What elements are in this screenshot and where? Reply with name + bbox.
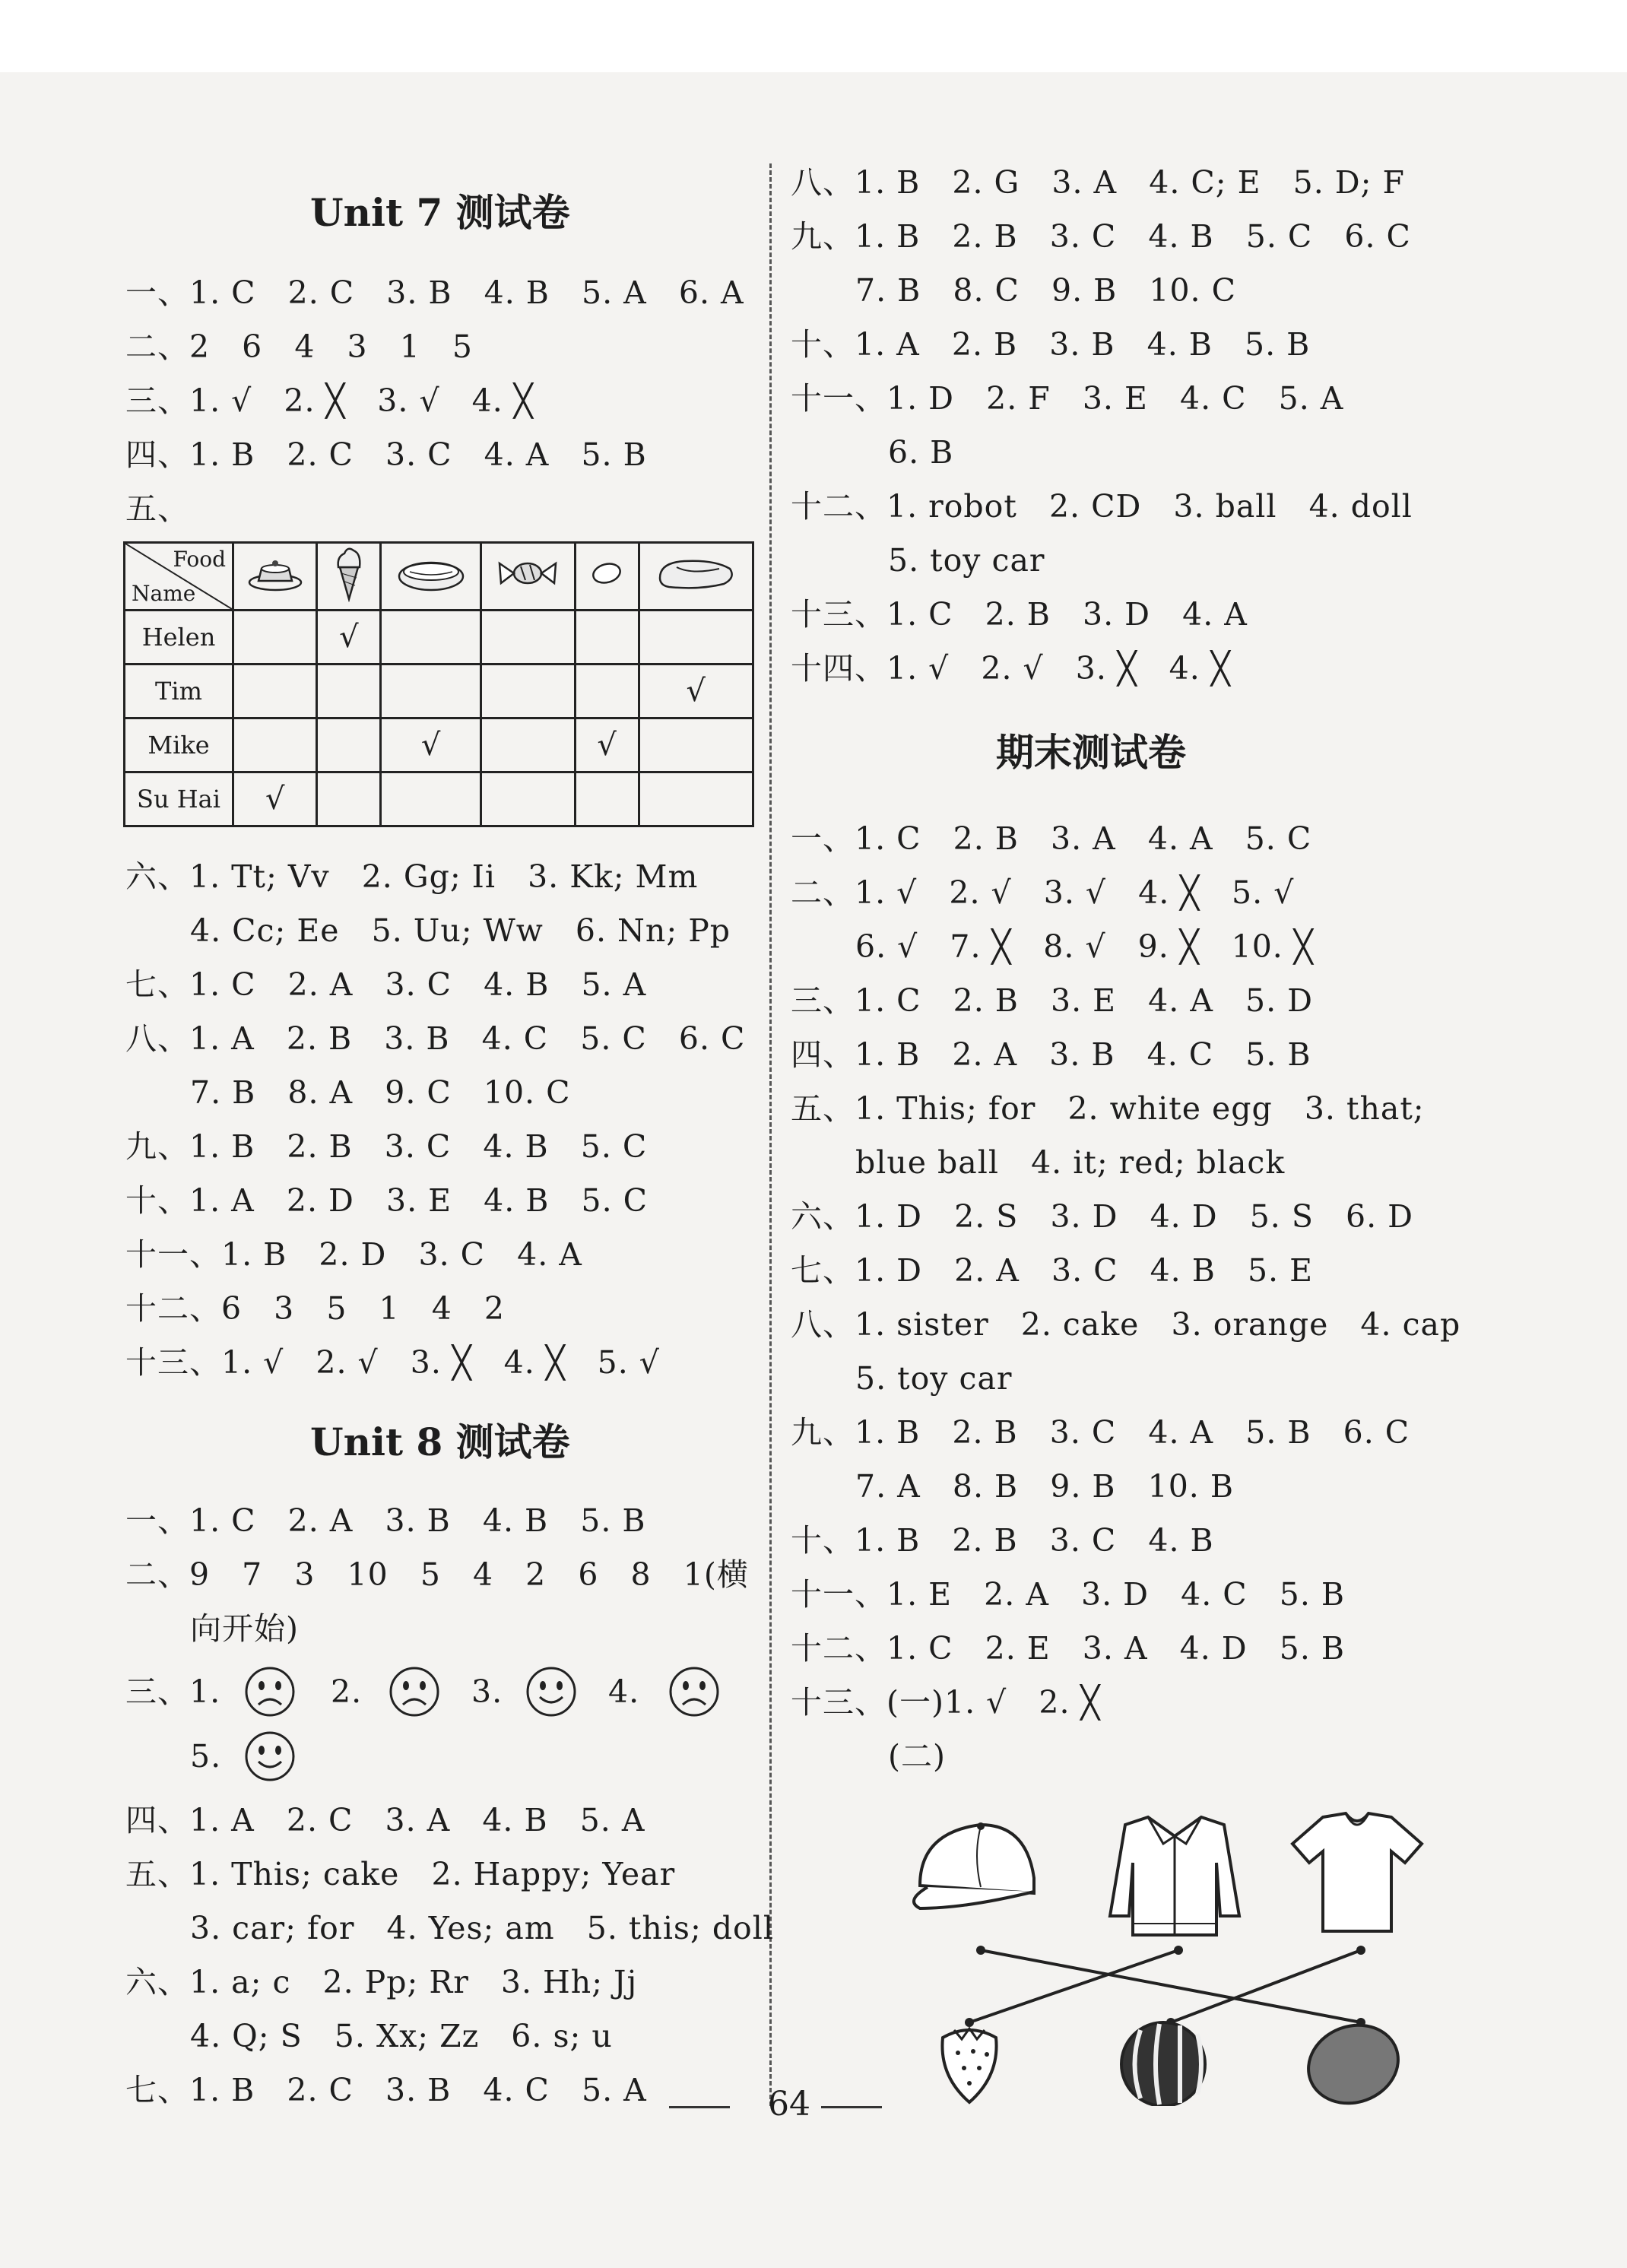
right-q9b: 7. B 8. C 9. B 10. C	[855, 272, 1236, 309]
final-q5a: 五、1. This; for 2. white egg 3. that;	[791, 1090, 1425, 1127]
food-table	[123, 541, 754, 827]
table-cell: √	[381, 718, 481, 772]
unit8-q3-n5: 5.	[190, 1738, 222, 1775]
table-cell	[639, 718, 753, 772]
table-cell	[575, 611, 639, 665]
final-q6: 六、1. D 2. S 3. D 4. D 5. S 6. D	[791, 1198, 1414, 1235]
table-row	[125, 665, 753, 718]
bread-icon	[639, 543, 753, 611]
candy-icon	[481, 543, 576, 611]
final-q7: 七、1. D 2. A 3. C 4. B 5. E	[791, 1252, 1314, 1289]
matching-diagram	[897, 1802, 1445, 2106]
table-cell	[481, 718, 576, 772]
table-row	[125, 772, 753, 826]
unit8-q3-label: 三、1.	[125, 1673, 221, 1710]
unit7-q2: 二、2 6 4 3 1 5	[125, 328, 474, 365]
table-cell	[381, 772, 481, 826]
table-row	[125, 718, 753, 772]
final-title: 期末测试卷	[996, 730, 1186, 775]
corner-name-label: Name	[132, 581, 196, 606]
table-cell	[233, 665, 317, 718]
right-q12b: 5. toy car	[888, 542, 1045, 579]
final-q9a: 九、1. B 2. B 3. C 4. A 5. B 6. C	[791, 1414, 1410, 1451]
final-q13b: (二)	[888, 1738, 946, 1775]
unit7-q9: 九、1. B 2. B 3. C 4. B 5. C	[125, 1128, 648, 1165]
right-q11b: 6. B	[888, 434, 954, 471]
top-margin	[0, 0, 1627, 72]
right-q8: 八、1. B 2. G 3. A 4. C; E 5. D; F	[791, 164, 1405, 201]
table-cell	[317, 772, 381, 826]
table-cell	[481, 772, 576, 826]
final-q9b: 7. A 8. B 9. B 10. B	[855, 1468, 1234, 1505]
right-q9a: 九、1. B 2. B 3. C 4. B 5. C 6. C	[791, 218, 1411, 255]
unit8-q3-n3: 3.	[471, 1673, 503, 1710]
table-cell	[639, 611, 753, 665]
unit8-q5a: 五、1. This; cake 2. Happy; Year	[125, 1856, 676, 1892]
unit7-q10: 十、1. A 2. D 3. E 4. B 5. C	[125, 1182, 649, 1219]
table-corner	[125, 543, 233, 611]
table-cell	[381, 611, 481, 665]
table-cell: √	[575, 718, 639, 772]
final-q8a: 八、1. sister 2. cake 3. orange 4. cap	[791, 1306, 1461, 1343]
unit8-q1: 一、1. C 2. A 3. B 4. B 5. B	[125, 1502, 646, 1539]
table-cell	[575, 772, 639, 826]
pie-icon	[381, 543, 481, 611]
unit7-q7: 七、1. C 2. A 3. C 4. B 5. A	[125, 966, 647, 1003]
unit8-q6a: 六、1. a; c 2. Pp; Rr 3. Hh; Jj	[125, 1964, 638, 2000]
page-number: 64	[768, 2085, 810, 2124]
unit8-q3-n2: 2.	[331, 1673, 363, 1710]
table-cell	[481, 611, 576, 665]
happy-face-icon	[525, 1665, 578, 1718]
final-q11: 十一、1. E 2. A 3. D 4. C 5. B	[791, 1576, 1346, 1613]
unit7-q5: 五、	[125, 490, 189, 527]
jacket-icon	[1110, 1817, 1239, 1935]
table-cell	[575, 665, 639, 718]
unit8-q4: 四、1. A 2. C 3. A 4. B 5. A	[125, 1802, 645, 1838]
final-q2b: 6. √ 7. ╳ 8. √ 9. ╳ 10. ╳	[855, 928, 1314, 965]
final-q12: 十二、1. C 2. E 3. A 4. D 5. B	[791, 1630, 1346, 1667]
unit7-q4: 四、1. B 2. C 3. C 4. A 5. B	[125, 436, 647, 473]
final-q1: 一、1. C 2. B 3. A 4. A 5. C	[791, 820, 1312, 857]
unit7-q8b: 7. B 8. A 9. C 10. C	[190, 1074, 571, 1111]
unit7-title: Unit 7 测试卷	[310, 190, 570, 235]
row-name: Tim	[125, 665, 233, 718]
final-q5b: blue ball 4. it; red; black	[855, 1144, 1286, 1181]
page-number-dash-right	[821, 2106, 882, 2108]
table-cell	[381, 665, 481, 718]
page-number-dash-left	[669, 2106, 730, 2108]
row-name: Su Hai	[125, 772, 233, 826]
strawberry-icon	[942, 2029, 996, 2102]
sad-face-icon	[243, 1665, 297, 1718]
table-cell	[317, 718, 381, 772]
unit7-q3: 三、1. √ 2. ╳ 3. √ 4. ╳	[125, 382, 534, 419]
sad-face-icon	[388, 1665, 441, 1718]
corner-food-label: Food	[173, 547, 226, 572]
right-q12a: 十二、1. robot 2. CD 3. ball 4. doll	[791, 488, 1413, 525]
row-name: Mike	[125, 718, 233, 772]
table-cell: √	[233, 772, 317, 826]
unit7-q1: 一、1. C 2. C 3. B 4. B 5. A 6. A	[125, 274, 744, 311]
unit8-q2b: 向开始)	[190, 1610, 299, 1647]
final-q10: 十、1. B 2. B 3. C 4. B	[791, 1522, 1214, 1559]
table-cell	[639, 772, 753, 826]
unit8-q5b: 3. car; for 4. Yes; am 5. this; doll	[190, 1910, 774, 1946]
happy-face-icon	[243, 1730, 297, 1783]
final-q4: 四、1. B 2. A 3. B 4. C 5. B	[791, 1036, 1311, 1073]
cake-icon	[233, 543, 317, 611]
table-cell	[233, 611, 317, 665]
unit7-q6b: 4. Cc; Ee 5. Uu; Ww 6. Nn; Pp	[190, 912, 731, 949]
unit8-q7: 七、1. B 2. C 3. B 4. C 5. A	[125, 2072, 647, 2108]
watermelon-icon	[1121, 2022, 1205, 2106]
table-cell	[317, 665, 381, 718]
row-name: Helen	[125, 611, 233, 665]
final-q2a: 二、1. √ 2. √ 3. √ 4. ╳ 5. √	[791, 874, 1295, 911]
unit7-q6a: 六、1. Tt; Vv 2. Gg; Ii 3. Kk; Mm	[125, 858, 699, 895]
unit8-q2a: 二、9 7 3 10 5 4 2 6 8 1(横	[125, 1556, 749, 1593]
table-cell	[481, 665, 576, 718]
right-q11a: 十一、1. D 2. F 3. E 4. C 5. A	[791, 380, 1344, 417]
cap-icon	[914, 1822, 1034, 1908]
unit7-q13: 十三、1. √ 2. √ 3. ╳ 4. ╳ 5. √	[125, 1344, 660, 1381]
right-q10: 十、1. A 2. B 3. B 4. B 5. B	[791, 326, 1311, 363]
right-q14: 十四、1. √ 2. √ 3. ╳ 4. ╳	[791, 650, 1231, 687]
lemon-icon	[1298, 2013, 1410, 2106]
table-cell: √	[317, 611, 381, 665]
right-q13: 十三、1. C 2. B 3. D 4. A	[791, 596, 1248, 633]
sad-face-icon	[668, 1665, 721, 1718]
unit7-q11: 十一、1. B 2. D 3. C 4. A	[125, 1236, 582, 1273]
unit8-title: Unit 8 测试卷	[310, 1419, 570, 1464]
ice-cream-icon	[317, 543, 381, 611]
egg-icon	[575, 543, 639, 611]
final-q8b: 5. toy car	[855, 1360, 1013, 1397]
unit8-q6b: 4. Q; S 5. Xx; Zz 6. s; u	[190, 2018, 613, 2054]
final-q13a: 十三、(一)1. √ 2. ╳	[791, 1684, 1101, 1721]
final-q3: 三、1. C 2. B 3. E 4. A 5. D	[791, 982, 1314, 1019]
unit7-q12: 十二、6 3 5 1 4 2	[125, 1290, 506, 1327]
unit7-q8a: 八、1. A 2. B 3. B 4. C 5. C 6. C	[125, 1020, 746, 1057]
table-row	[125, 611, 753, 665]
unit8-q3-n4: 4.	[608, 1673, 640, 1710]
table-cell: √	[639, 665, 753, 718]
t-shirt-icon	[1292, 1813, 1422, 1931]
column-divider	[769, 163, 772, 2106]
table-cell	[233, 718, 317, 772]
